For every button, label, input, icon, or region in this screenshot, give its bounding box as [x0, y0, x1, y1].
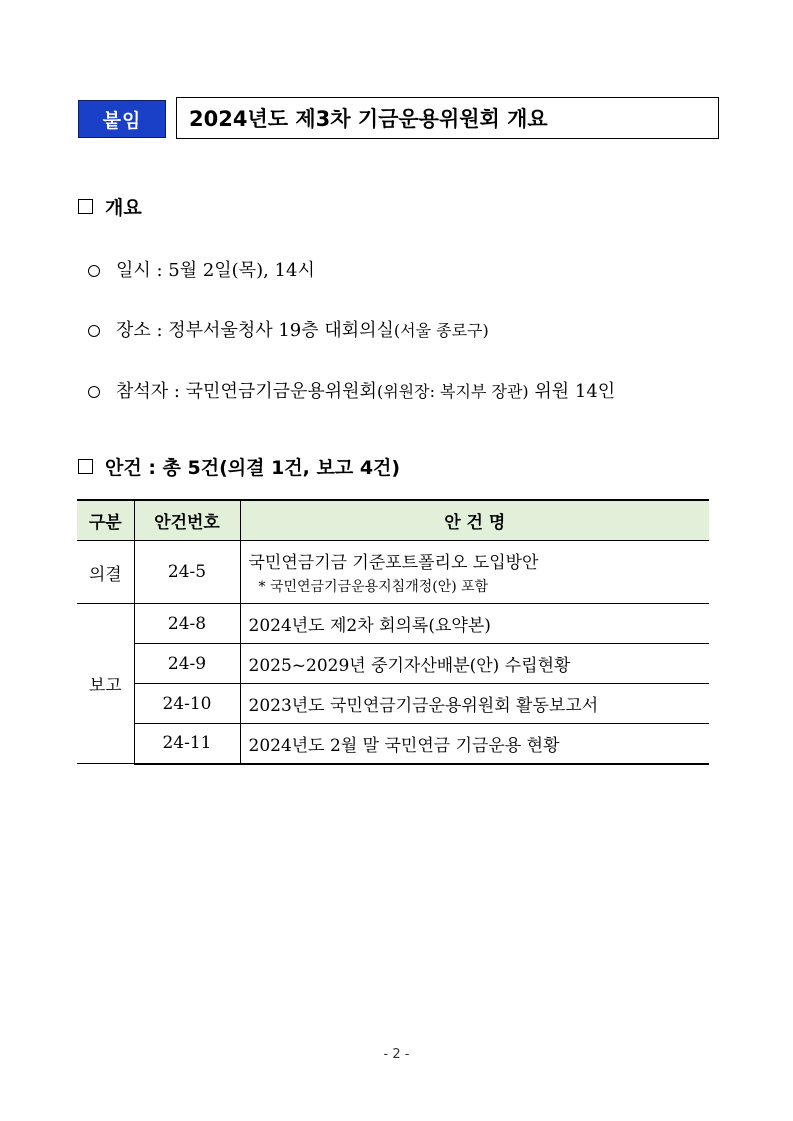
- overview-item-place: [88, 316, 489, 342]
- section-agenda-label: 안건 : 총 5건(의결 1건, 보고 4건): [105, 457, 401, 479]
- agenda-number: 24-10: [134, 684, 240, 724]
- agenda-name: 국민연금기금 기준포트폴리오 도입방안: [248, 553, 539, 573]
- circle-bullet-icon: [88, 325, 100, 337]
- circle-bullet-icon: [88, 265, 100, 277]
- agenda-name: 2024년도 2월 말 국민연금 기금운용 현황: [240, 724, 709, 764]
- page-number: - 2 -: [383, 1047, 410, 1062]
- document-title: 2024년도 제3차 기금운용위원회 개요: [176, 97, 719, 139]
- circle-bullet-icon: [88, 386, 100, 398]
- square-bullet-icon: [78, 459, 93, 474]
- agenda-number: 24-5: [134, 541, 240, 604]
- table-row: [77, 724, 709, 764]
- square-bullet-icon: [78, 199, 93, 214]
- table-row: [77, 604, 709, 644]
- agenda-name: 2024년도 제2차 회의록(요약본): [240, 604, 709, 644]
- title-row: [78, 97, 719, 139]
- table-row: [77, 644, 709, 684]
- agenda-name-cell: [240, 541, 709, 604]
- header-category: 구분: [77, 500, 134, 541]
- agenda-number: 24-9: [134, 644, 240, 684]
- table-row: [77, 684, 709, 724]
- overview-item-text: 일시 : 5월 2일(목), 14시: [116, 260, 315, 281]
- overview-item-tail: 위원 14인: [528, 381, 616, 402]
- overview-item-text: 장소 : 정부서울청사 19층 대회의실: [116, 320, 394, 341]
- table-header-row: [77, 500, 709, 541]
- category-report: 보고: [77, 604, 134, 764]
- section-overview-label: 개요: [105, 197, 142, 219]
- section-overview-heading: [78, 193, 142, 220]
- overview-item-attendees: [88, 377, 615, 403]
- overview-item-text: 참석자 : 국민연금기금운용위원회: [116, 381, 377, 402]
- agenda-name: 2025~2029년 중기자산배분(안) 수립현황: [240, 644, 709, 684]
- agenda-note: * 국민연금기금운용지침개정(안) 포함: [258, 579, 489, 595]
- agenda-name: 2023년도 국민연금기금운용위원회 활동보고서: [240, 684, 709, 724]
- overview-item-subtext: (서울 종로구): [393, 321, 489, 340]
- attachment-badge: 붙임: [78, 100, 166, 138]
- agenda-table: [77, 499, 709, 765]
- category-resolution: 의결: [77, 541, 134, 604]
- table-row: [77, 541, 709, 604]
- section-agenda-heading: [78, 453, 400, 480]
- overview-item-datetime: [88, 256, 315, 282]
- header-agenda-number: 안건번호: [134, 500, 240, 541]
- agenda-number: 24-11: [134, 724, 240, 764]
- header-agenda-name: 안 건 명: [240, 500, 709, 541]
- overview-item-subtext: (위원장: 복지부 장관): [376, 382, 529, 401]
- agenda-number: 24-8: [134, 604, 240, 644]
